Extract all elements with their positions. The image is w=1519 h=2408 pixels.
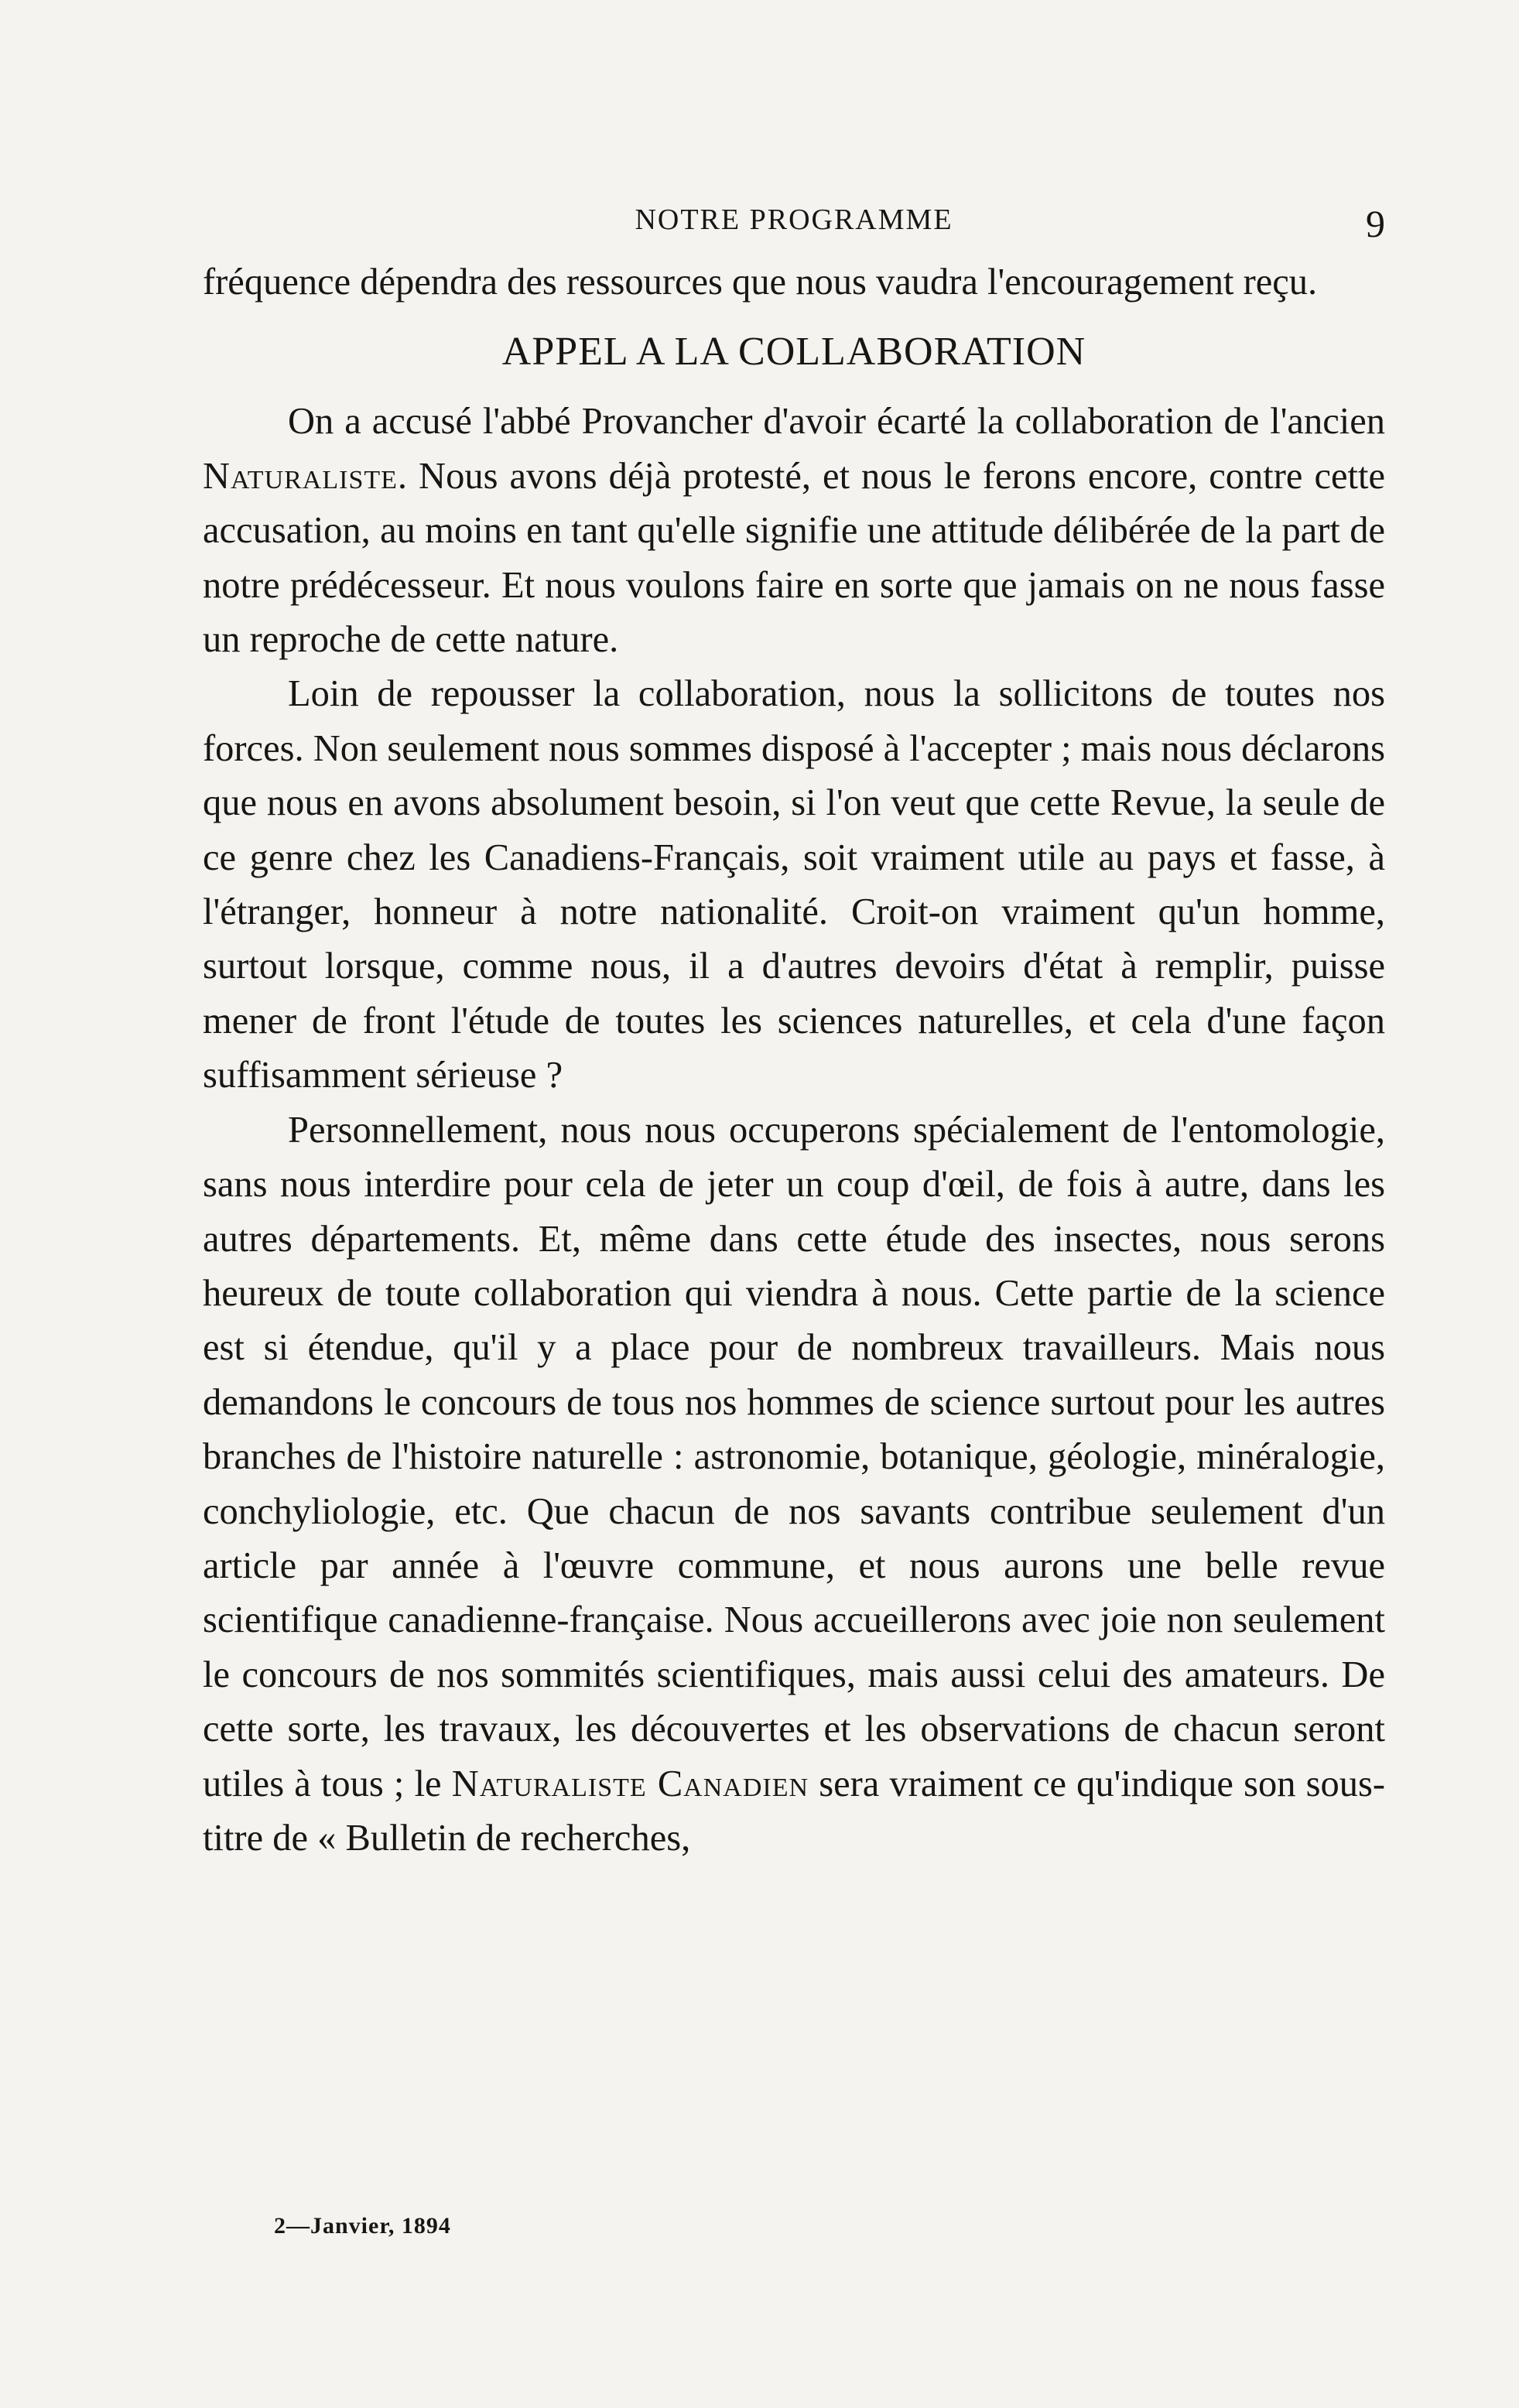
footer-signature: 2—Janvier, 1894 <box>274 2213 451 2239</box>
running-head <box>203 186 1385 255</box>
paragraph-1-text-before: On a accusé l'abbé Provancher d'avoir écarté la collaboration de l'ancien <box>288 401 1385 443</box>
running-title: NOTRE PROGRAMME <box>635 204 953 236</box>
paragraph-2: Loin de repousser la collaboration, nous la sollicitons de toutes nos forces. Non seulement nous sommes disposé à l'accepter ; mais nous déclarons que nous en avons absolument besoin, si l'on veut que cette Revue, la seule de ce genre chez les Canadiens-Français, soit vraiment utile au pays et fasse, à l'étranger, honneur à notre nationalité. Croit-on vraiment qu'un homme, surtout lorsque, comme nous, il a d'autres devoirs d'état à remplir, puisse mener de front l'étude de toutes les sciences naturelles, et cela d'une façon suffisamment sérieuse ? <box>203 673 1386 1096</box>
paragraph-3-text-after: sera vraiment ce qu'indique son sous-titre de « Bulletin de recherches, <box>203 1763 1385 1859</box>
paragraph-1 <box>203 395 1385 667</box>
page-number: 9 <box>1366 202 1385 245</box>
section-heading: APPEL A LA COLLABORATION <box>501 330 1086 375</box>
paragraph-1-text-after: . Nous avons déjà protesté, et nous le ferons encore, contre cette accusation, au moins en tant qu'elle signifie une attitude délibérée de la part de notre prédécesseur. Et nous voulons faire en sorte que jamais on ne nous fasse un reproche de cette nature. <box>203 455 1385 661</box>
journal-name: Naturaliste <box>203 455 398 497</box>
continuation-paragraph: fréquence dépendra des ressources que nous vaudra l'encouragement reçu. <box>203 262 1318 303</box>
paragraph-3-text-before: Personnellement, nous nous occuperons spécialement de l'entomologie, sans nous interdire pour cela de jeter un coup d'œil, de fois à autre, dans les autres départements. Et, même dans cette étude des insectes, nous serons heureux de toute collaboration qui viendra à nous. Cette partie de la science est si étendue, qu'il y a place pour de nombreux travailleurs. Mais nous demandons le concours de tous nos hommes de science surtout pour les autres branches de l'histoire naturelle : astronomie, botanique, géologie, minéralogie, conchyliologie, etc. Que chacun de nos savants contribue seulement d'un article par année à l'œuvre commune, et nous aurons une belle revue scientifique canadienne-française. Nous accueillerons avec joie non seulement le concours de nos sommités scientifiques, mais aussi celui des amateurs. De cette sorte, les travaux, les découvertes et les observations de chacun seront utiles à tous ; le <box>203 1109 1385 1804</box>
journal-name-full: Naturaliste Canadien <box>451 1763 809 1804</box>
book-page <box>203 186 1385 2352</box>
body-text <box>203 255 1385 1866</box>
paragraph-3 <box>203 1103 1385 1866</box>
